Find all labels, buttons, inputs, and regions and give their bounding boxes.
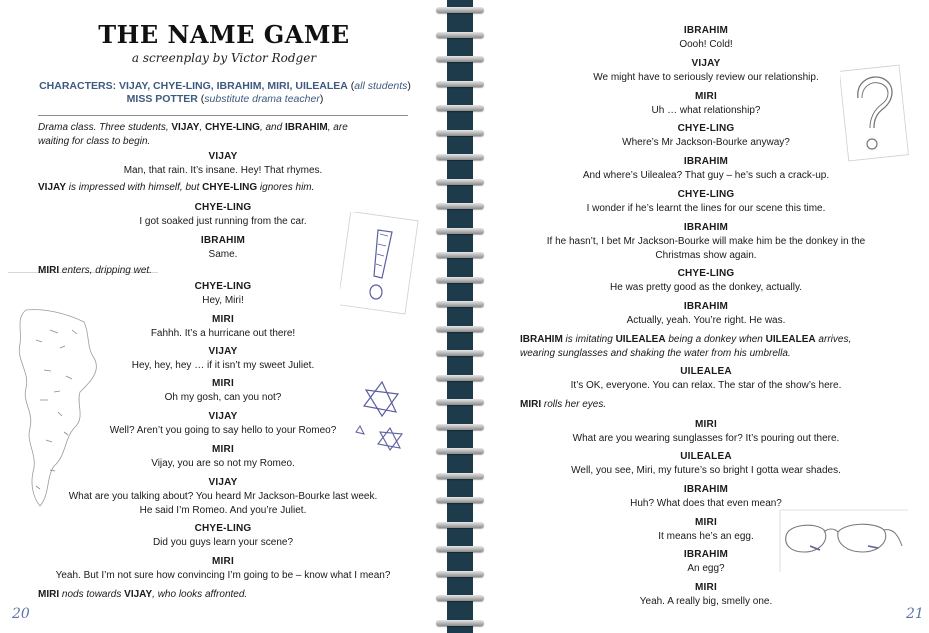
dialogue-block: [30, 410, 416, 438]
dialogue-line: And where’s Uilealea? That guy – he’s such a crack-up.: [582, 170, 830, 181]
dialogue-block: [30, 476, 416, 518]
page-title: THE NAME GAME: [98, 20, 350, 49]
binding-ring: [436, 228, 484, 234]
dialogue-line: Yeah. But I’m not sure how convincing I’m going to be – know what I mean?: [55, 570, 391, 581]
character-name: MIRI: [212, 314, 234, 325]
direction-text: rolls her eyes.: [541, 399, 607, 410]
dialogue-line: Well? Aren’t you going to say hello to your Romeo?: [109, 425, 337, 436]
direction-text: ,: [199, 122, 205, 133]
character-name: CHYE-LING: [677, 189, 735, 200]
dialogue-block: [30, 234, 416, 262]
dialogue-line: Actually, yeah. You’re right. He was.: [626, 315, 786, 326]
title-divider: [38, 115, 408, 116]
cast-note: substitute drama teacher: [204, 93, 320, 105]
binding-ring: [436, 203, 484, 209]
binding-ring: [436, 424, 484, 430]
cast-punct: ): [407, 80, 411, 92]
cast-note: all students: [354, 80, 408, 92]
binding-ring: [436, 448, 484, 454]
binding-ring: [436, 179, 484, 185]
binding-ring: [436, 105, 484, 111]
stage-direction: [38, 181, 378, 195]
character-name: MIRI: [212, 556, 234, 567]
dialogue-line: Uh … what relationship?: [651, 105, 761, 116]
dialogue-line: What are you wearing sunglasses for? It’s pouring out there.: [572, 433, 840, 444]
character-name: CHYE-LING: [677, 268, 735, 279]
direction-character-name: CHYE-LING: [204, 122, 260, 133]
direction-character-name: CHYE-LING: [202, 182, 258, 193]
dialogue-block: [512, 450, 900, 478]
direction-text: , who looks affronted.: [152, 589, 248, 600]
dialogue-block: [30, 522, 416, 550]
cast-list-teacher: [28, 93, 422, 106]
cast-names: MISS POTTER: [126, 93, 198, 105]
binding-ring: [436, 326, 484, 332]
dialogue-line: Oh my gosh, can you not?: [164, 392, 282, 403]
dialogue-block: [512, 516, 900, 544]
binding-ring: [436, 571, 484, 577]
character-name: IBRAHIM: [683, 549, 729, 560]
dialogue-block: [512, 581, 900, 609]
stage-direction: [38, 588, 378, 602]
direction-character-name: VIJAY: [38, 182, 66, 193]
dialogue-line: Huh? What does that even mean?: [630, 498, 782, 509]
dialogue-block: [512, 221, 900, 263]
direction-text: enters, dripping wet.: [59, 265, 152, 276]
character-name: VIJAY: [691, 58, 721, 69]
binding-ring: [436, 301, 484, 307]
character-name: IBRAHIM: [683, 301, 729, 312]
binding-ring: [436, 595, 484, 601]
character-name: MIRI: [695, 91, 717, 102]
binding-ring: [436, 350, 484, 356]
direction-text: is imitating: [562, 334, 616, 345]
binding-ring: [436, 154, 484, 160]
binding-ring: [436, 81, 484, 87]
direction-character-name: MIRI: [38, 589, 60, 600]
binding-ring: [436, 546, 484, 552]
direction-text: Drama class. Three students,: [38, 122, 172, 133]
direction-text: arrives, wearing sunglasses and shaking the water from his umbrella.: [520, 334, 852, 359]
dialogue-line: Well, you see, Miri, my future’s so bright I gotta wear shades.: [571, 465, 841, 476]
character-name: MIRI: [212, 444, 234, 455]
dialogue-line: We might have to seriously review our relationship.: [593, 72, 819, 83]
direction-character-name: MIRI: [38, 265, 60, 276]
binding-ring: [436, 32, 484, 38]
binding-ring: [436, 375, 484, 381]
cast-list: [28, 80, 422, 93]
direction-character-name: VIJAY: [171, 122, 200, 133]
dialogue-line: Hey, Miri!: [202, 295, 244, 306]
dialogue-block: [512, 548, 900, 576]
dialogue-block: [30, 377, 416, 405]
binding-ring: [436, 7, 484, 13]
dialogue-block: [30, 201, 416, 229]
character-name: MIRI: [695, 582, 717, 593]
dialogue-block: [512, 188, 900, 216]
dialogue-line: I wonder if he’s learnt the lines for our scene this time.: [586, 203, 826, 214]
binding-ring: [436, 130, 484, 136]
dialogue-line: Where’s Mr Jackson-Bourke anyway?: [622, 137, 790, 148]
dialogue-block: [30, 313, 416, 341]
direction-character-name: IBRAHIM: [520, 334, 563, 345]
stage-direction: [38, 264, 378, 278]
dialogue-block: [512, 300, 900, 328]
dialogue-line: Same.: [208, 249, 238, 260]
dialogue-line: Vijay, you are so not my Romeo.: [151, 458, 295, 469]
page-subtitle: a screenplay by Victor Rodger: [131, 51, 317, 65]
dialogue-line: What are you talking about? You heard Mr Jackson-Bourke last week.: [68, 491, 378, 502]
character-name: IBRAHIM: [683, 484, 729, 495]
dialogue-block: [30, 555, 416, 583]
dialogue-line: It’s OK, everyone. You can relax. The star of the show’s here.: [570, 380, 842, 391]
cast-names: CHARACTERS: VIJAY, CHYE-LING, IBRAHIM, MIRI, UILEALEA: [39, 80, 348, 92]
direction-character-name: MIRI: [520, 399, 542, 410]
dialogue-block: [30, 150, 416, 178]
page-number-left: 20: [12, 606, 30, 622]
binding-ring: [436, 473, 484, 479]
binding-spine: [447, 0, 473, 633]
character-name: IBRAHIM: [683, 156, 729, 167]
cast-punct: (: [347, 80, 355, 92]
page-number-right: 21: [906, 606, 924, 622]
character-name: CHYE-LING: [194, 281, 252, 292]
binding-ring: [436, 620, 484, 626]
direction-text: , and: [259, 122, 285, 133]
character-name: VIJAY: [208, 151, 238, 162]
dialogue-block: [512, 24, 900, 52]
character-name: CHYE-LING: [677, 123, 735, 134]
dialogue-block: [512, 267, 900, 295]
binding-ring: [436, 522, 484, 528]
direction-text: ignores him.: [257, 182, 315, 193]
dialogue-line: Yeah. A really big, smelly one.: [639, 596, 773, 607]
character-name: IBRAHIM: [683, 25, 729, 36]
character-name: CHYE-LING: [194, 523, 252, 534]
dialogue-block: [512, 155, 900, 183]
dialogue-block: [512, 365, 900, 393]
direction-text: being a donkey when: [665, 334, 766, 345]
character-name: UILEALEA: [680, 366, 732, 377]
dialogue-line: If he hasn’t, I bet Mr Jackson-Bourke will make him be the donkey in the: [546, 236, 866, 247]
dialogue-block: [30, 345, 416, 373]
dialogue-block: [512, 418, 900, 446]
direction-character-name: IBRAHIM: [284, 122, 328, 133]
dialogue-line: Christmas show again.: [655, 250, 757, 261]
character-name: MIRI: [695, 517, 717, 528]
left-page: [0, 0, 432, 633]
dialogue-block: [512, 90, 900, 118]
character-name: VIJAY: [208, 411, 238, 422]
right-page: [488, 0, 929, 633]
dialogue-line: He said I’m Romeo. And you’re Juliet.: [139, 505, 307, 516]
stage-direction: [38, 121, 378, 149]
dialogue-line: He was pretty good as the donkey, actually.: [610, 282, 802, 293]
stage-direction: [520, 333, 880, 361]
dialogue-line: Hey, hey, hey … if it isn’t my sweet Juliet.: [131, 360, 315, 371]
dialogue-line: I got soaked just running from the car.: [139, 216, 307, 227]
dialogue-block: [512, 57, 900, 85]
character-name: MIRI: [695, 419, 717, 430]
direction-character-name: VIJAY: [124, 589, 153, 600]
cast-punct: (: [197, 93, 205, 105]
stage-direction: [520, 398, 880, 412]
direction-text: , are waiting for class to begin.: [38, 122, 348, 147]
dialogue-line: An egg?: [687, 563, 725, 574]
character-name: IBRAHIM: [683, 222, 729, 233]
character-name: UILEALEA: [680, 451, 732, 462]
dialogue-line: Oooh! Cold!: [679, 39, 733, 50]
binding-ring: [436, 277, 484, 283]
spiral-binding: [432, 0, 488, 633]
binding-ring: [436, 56, 484, 62]
binding-ring: [436, 399, 484, 405]
dialogue-block: [512, 122, 900, 150]
direction-text: nods towards: [59, 589, 125, 600]
character-name: IBRAHIM: [200, 235, 246, 246]
dialogue-block: [30, 280, 416, 308]
dialogue-line: Did you guys learn your scene?: [152, 537, 294, 548]
dialogue-block: [512, 483, 900, 511]
character-name: CHYE-LING: [194, 202, 252, 213]
character-name: VIJAY: [208, 477, 238, 488]
dialogue-block: [30, 443, 416, 471]
dialogue-line: It means he’s an egg.: [658, 531, 754, 542]
cast-punct: ): [319, 93, 324, 105]
direction-character-name: UILEALEA: [765, 334, 816, 345]
character-name: MIRI: [212, 378, 234, 389]
dialogue-line: Fahhh. It’s a hurricane out there!: [150, 328, 296, 339]
direction-text: is impressed with himself, but: [65, 182, 203, 193]
character-name: VIJAY: [208, 346, 238, 357]
binding-ring: [436, 252, 484, 258]
direction-character-name: UILEALEA: [615, 334, 666, 345]
binding-ring: [436, 497, 484, 503]
dialogue-line: Man, that rain. It’s insane. Hey! That rhymes.: [123, 165, 323, 176]
